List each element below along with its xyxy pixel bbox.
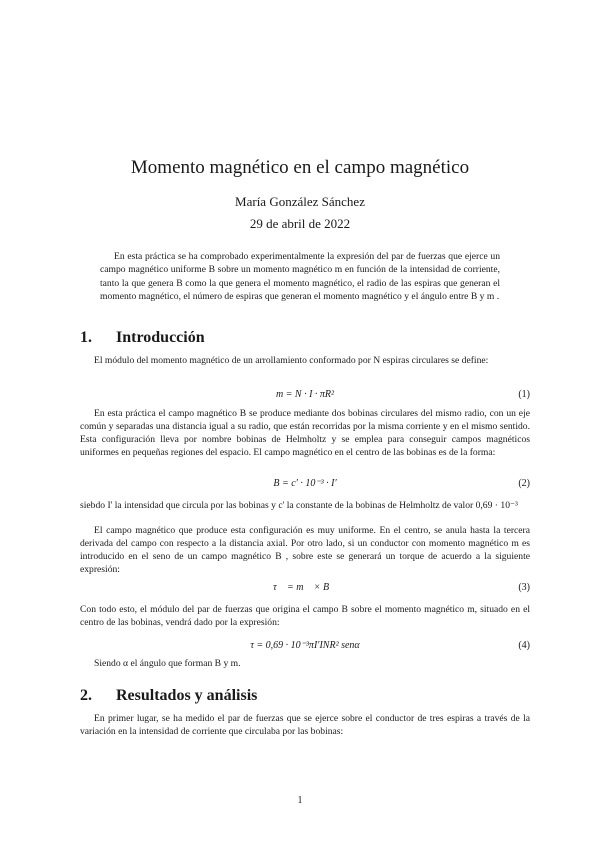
section-heading-resultados (80, 687, 257, 705)
paragraph: El campo magnético que produce esta configuración es muy uniforme. En el centro, se anula hasta la tercera derivada del campo con respecto a la distancia axial. Por otro lado, si un conductor con momento magnético m es introducido en el seno de un campo magnético B , sobre este se generará un torque de acuerdo a la siguiente expresión: (80, 525, 530, 575)
equation-2 (80, 478, 530, 494)
paragraph: Con todo esto, el módulo del par de fuerzas que origina el campo B sobre el momento magnético m, situado en el centro de las bobinas, vendrá dado por la expresión: (80, 604, 530, 628)
equation-formula: B = c′ · 10⁻³ · I′ (273, 478, 337, 489)
paragraph: En esta práctica el campo magnético B se produce mediante dos bobinas circulares del mismo radio, con un eje común y separadas una distancia igual a su radio, que están recorridas por la misma corriente y en el mismo sentido. Esta configuración lleva por nombre bobinas de Helmholtz y se emplea para conseguir campos magnéticos uniformes en pequeñas regiones del espacio. El campo magnético en el centro de las bobinas es de la forma: (80, 408, 530, 458)
equation-4 (80, 640, 530, 656)
equation-formula: τ = 0,69 · 10⁻³πI′INR² senα (250, 640, 360, 651)
equation-number: (2) (518, 478, 530, 489)
paragraph: En primer lugar, se ha medido el par de fuerzas que se ejerce sobre el conductor de tres espiras a través de la variación en la intensidad de corriente que circulaba por las bobinas: (80, 713, 530, 737)
section-number: 1. (80, 329, 92, 346)
equation-formula: τ⃗ = m⃗ × B⃗ (273, 582, 337, 593)
paper-date: 29 de abril de 2022 (249, 216, 351, 231)
author-name: María González Sánchez (235, 194, 365, 209)
equation-3 (80, 582, 530, 598)
equation-number: (3) (518, 582, 530, 593)
equation-number: (1) (518, 389, 530, 400)
section-title: Introducción (116, 329, 205, 346)
abstract: En esta práctica se ha comprobado experimentalmente la expresión del par de fuerzas que ejerce un campo magnético uniforme B sobre un momento magnético m en función de la intensidad de corriente, tanto la que genera B como la que genera el momento magnético, el radio de las espiras que generan el momento magnético, el número de espiras que generan el momento magnético y el ángulo entre B y m . (100, 251, 500, 303)
section-title: Resultados y análisis (116, 687, 258, 704)
paper-title: Momento magnético en el campo magnético (130, 157, 470, 178)
page-number: 1 (297, 795, 303, 806)
equation-formula: m = N · I · πR² (275, 389, 335, 400)
section-heading-introduccion (80, 329, 205, 347)
paragraph: Siendo α el ángulo que forman B y m. (94, 658, 241, 669)
paragraph: siebdo I' la intensidad que circula por las bobinas y c' la constante de la bobinas de Helmholtz de valor 0,69 · 10⁻³ (80, 500, 518, 511)
section-number: 2. (80, 687, 92, 704)
equation-1 (80, 389, 530, 405)
equation-number: (4) (518, 640, 530, 651)
paragraph: El módulo del momento magnético de un arrollamiento conformado por N espiras circulares se define: (94, 355, 489, 366)
